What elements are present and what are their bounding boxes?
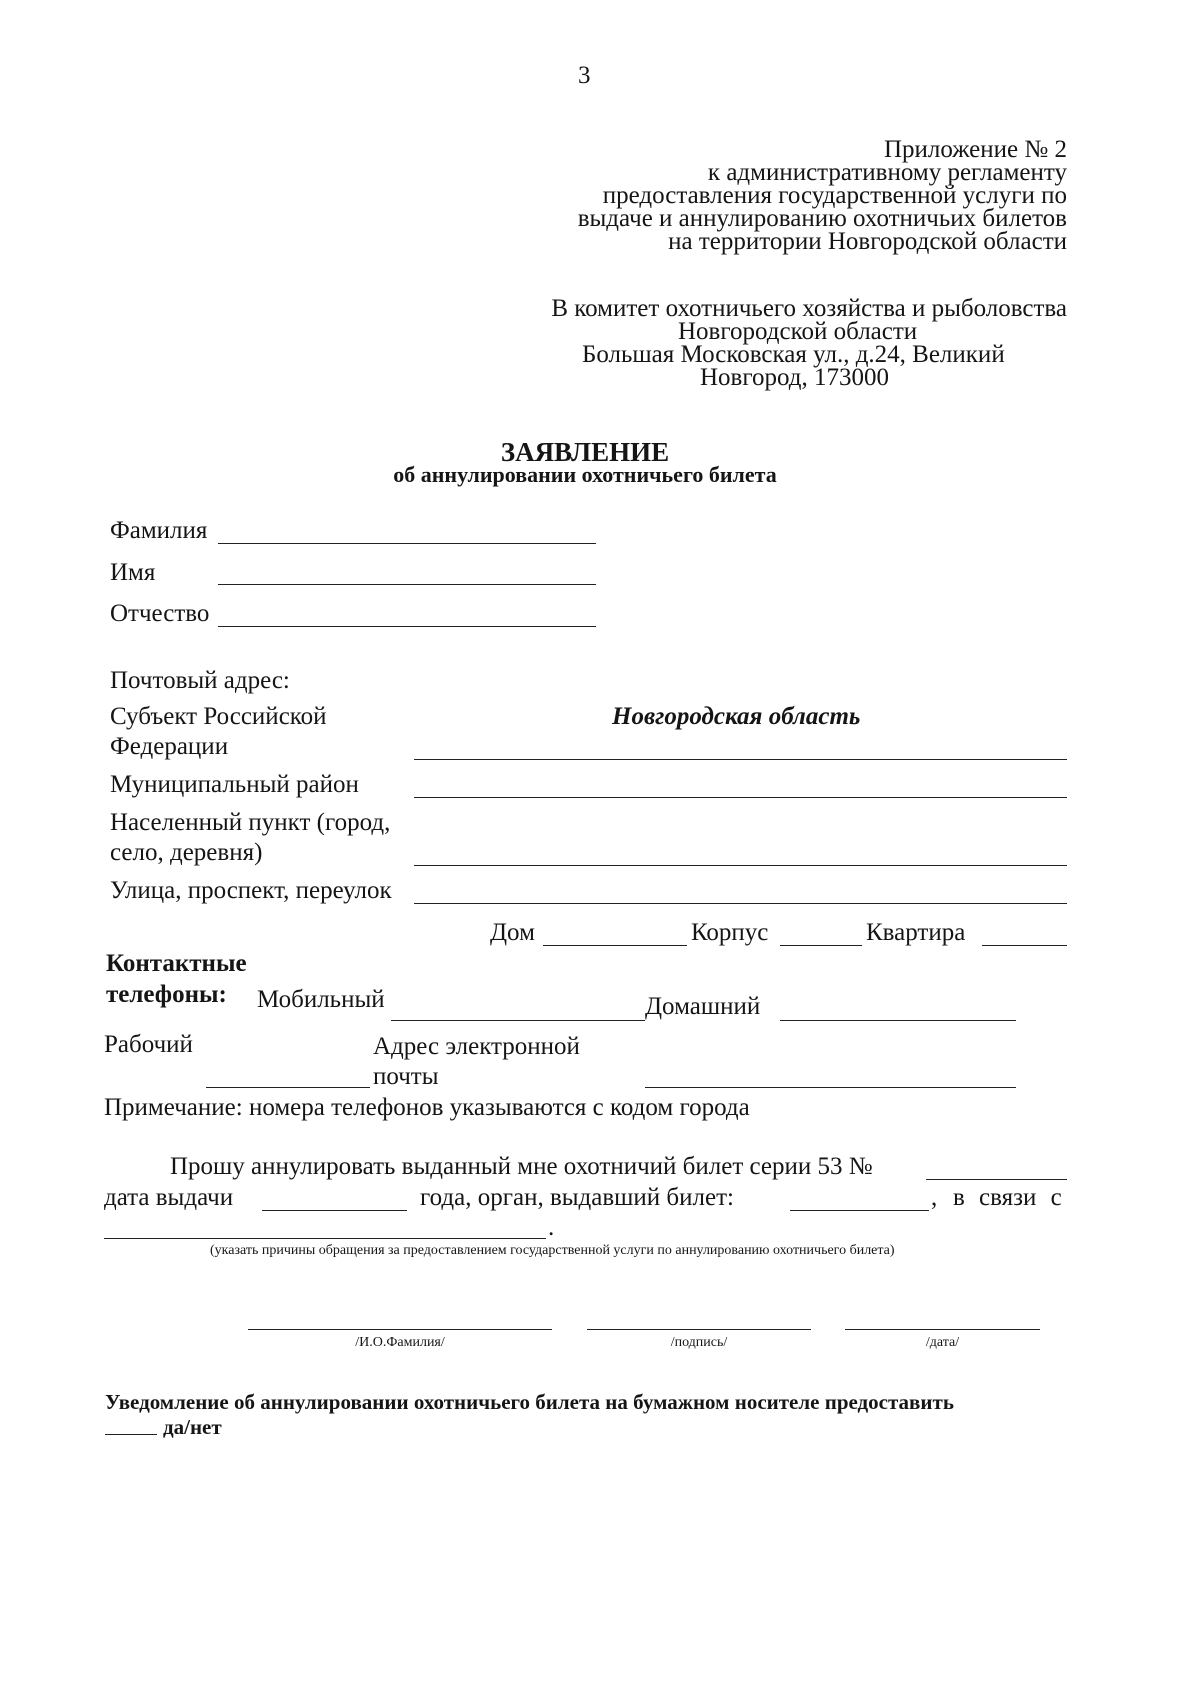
phone-note: Примечание: номера телефонов указываются с кодом города <box>104 1094 750 1121</box>
in-connection-label: в связи с <box>953 1184 1062 1211</box>
appendix-line: на территории Новгородской области <box>668 228 1067 255</box>
apartment-label: Квартира <box>866 919 966 946</box>
street-field[interactable] <box>414 903 1067 904</box>
work-phone-label: Рабочий <box>104 1031 193 1058</box>
addressee-line: Новгород, 173000 <box>700 364 889 391</box>
name-signature-field[interactable] <box>248 1329 552 1330</box>
reason-hint: (указать причины обращения за предоставлением государственной услуги по аннулированию охотничьего билета) <box>210 1243 895 1258</box>
appendix-line: выдаче и аннулированию охотничьих билетов <box>577 205 1067 232</box>
period: . <box>548 1214 555 1241</box>
contacts-heading: Контактные <box>106 950 247 977</box>
home-phone-field[interactable] <box>780 1020 1016 1021</box>
request-text: Прошу аннулировать выданный мне охотничий билет серии 53 № <box>170 1153 873 1180</box>
addressee-line: Новгородской области <box>678 318 918 345</box>
building-label: Корпус <box>691 919 769 946</box>
appendix-line: к административному регламенту <box>707 159 1067 186</box>
signature-field[interactable] <box>587 1329 811 1330</box>
page-number: 3 <box>578 62 591 89</box>
postal-address-heading: Почтовый адрес: <box>110 667 290 694</box>
house-label: Дом <box>490 919 535 946</box>
surname-label: Фамилия <box>110 517 208 544</box>
date-field[interactable] <box>845 1329 1040 1330</box>
subject-value: Новгородская область <box>612 703 861 730</box>
issue-date-field[interactable] <box>262 1210 407 1211</box>
issue-date-label: дата выдачи <box>104 1184 234 1211</box>
document-title: ЗАЯВЛЕНИЕ <box>500 437 670 467</box>
issuing-org-label: года, орган, выдавший билет: <box>420 1184 734 1211</box>
name-field[interactable] <box>218 584 596 585</box>
signature-caption: /подпись/ <box>670 1335 728 1350</box>
street-label: Улица, проспект, переулок <box>110 877 392 904</box>
surname-field[interactable] <box>218 543 596 544</box>
locality-label: Населенный пункт (город, <box>110 809 391 836</box>
email-field[interactable] <box>645 1087 1016 1088</box>
reason-field[interactable] <box>104 1238 546 1239</box>
notice-choice-label: да/нет <box>163 1415 222 1439</box>
issuing-org-field[interactable] <box>790 1210 929 1211</box>
locality-label: село, деревня) <box>110 839 263 866</box>
ticket-number-field[interactable] <box>926 1179 1067 1180</box>
mobile-label: Мобильный <box>257 986 385 1013</box>
patronymic-label: Отчество <box>110 600 210 627</box>
email-label: Адрес электронной <box>373 1033 580 1060</box>
building-field[interactable] <box>780 945 862 946</box>
subject-field[interactable] <box>414 759 1067 760</box>
comma: , <box>931 1184 938 1211</box>
apartment-field[interactable] <box>982 945 1067 946</box>
name-signature-caption: /И.О.Фамилия/ <box>355 1335 445 1350</box>
addressee-line: Большая Московская ул., д.24, Великий <box>582 341 1005 368</box>
district-field[interactable] <box>414 797 1067 798</box>
home-phone-label: Домашний <box>645 993 761 1020</box>
work-phone-field[interactable] <box>206 1087 370 1088</box>
district-label: Муниципальный район <box>110 771 359 798</box>
subject-label: Федерации <box>110 733 229 760</box>
name-label: Имя <box>110 559 156 586</box>
email-label: почты <box>373 1063 439 1090</box>
date-caption: /дата/ <box>925 1335 960 1350</box>
appendix-line: Приложение № 2 <box>883 136 1067 163</box>
mobile-field[interactable] <box>391 1020 645 1021</box>
locality-field[interactable] <box>414 865 1067 866</box>
subject-label: Субъект Российской <box>110 703 327 730</box>
appendix-line: предоставления государственной услуги по <box>602 182 1067 209</box>
patronymic-field[interactable] <box>218 626 596 627</box>
addressee-line: В комитет охотничьего хозяйства и рыболовства <box>551 295 1067 322</box>
contacts-heading: телефоны: <box>106 981 227 1008</box>
house-field[interactable] <box>543 945 687 946</box>
notice-choice-field[interactable] <box>105 1434 157 1435</box>
paper-notice-text: Уведомление об аннулировании охотничьего билета на бумажном носителе предоставить <box>105 1390 954 1414</box>
document-subtitle: об аннулировании охотничьего билета <box>393 462 777 487</box>
